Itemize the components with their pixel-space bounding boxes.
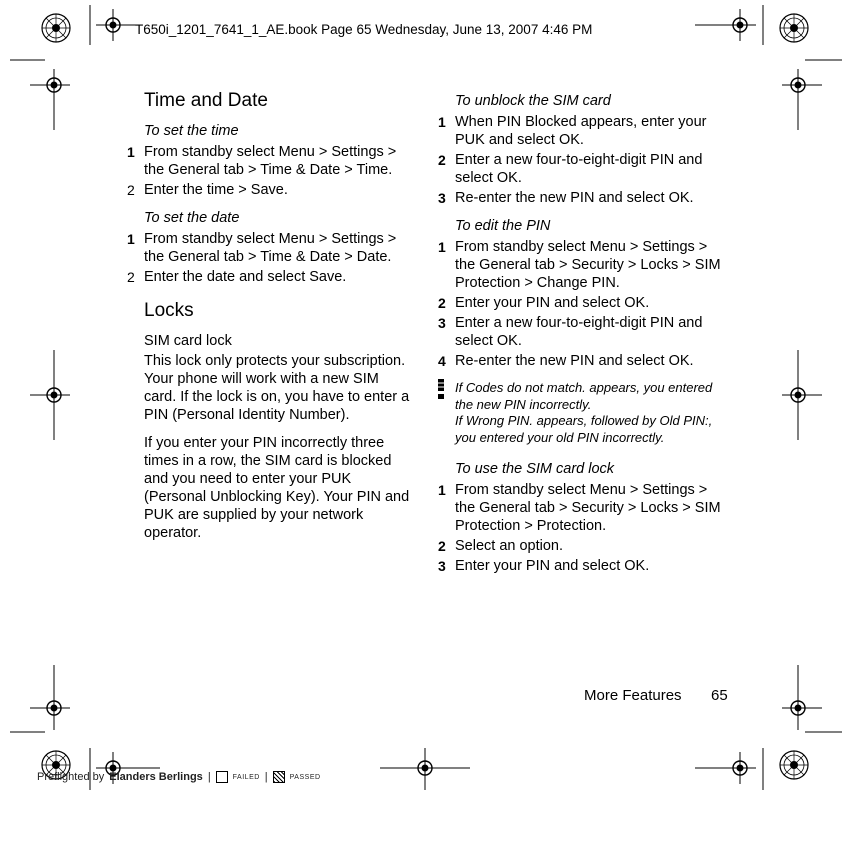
note-box <box>455 380 727 446</box>
set-date-steps <box>127 230 412 286</box>
stamp-prefix: Preflighted by <box>37 771 105 783</box>
footer-section-name: More Features <box>584 687 682 704</box>
sim-lock-paragraph-1: This lock only protects your subscription. Your phone will work with a new SIM card. If the lock is on, you have to enter a PIN (Personal Identity Number). <box>144 353 410 423</box>
page-number: 65 <box>711 687 728 704</box>
list-item: 3 Re-enter the new PIN and select OK. <box>438 190 694 206</box>
list-item: 1 From standby select Menu > Settings > the General tab > Time & Date > Date. <box>127 231 397 265</box>
list-item: 2 Enter the time > Save. <box>127 182 288 198</box>
list-item: 1 From standby select Menu > Settings > the General tab > Security > Locks > SIM Protection > Change PIN. <box>438 239 721 291</box>
section-title-locks: Locks <box>144 300 194 321</box>
color-bar-icon <box>780 14 808 42</box>
preflight-stamp: Preflighted by Elanders Berlings | FAILED | PASSED <box>37 771 321 783</box>
set-time-heading: To set the time <box>144 123 239 139</box>
set-time-steps <box>127 143 412 199</box>
note-icon <box>436 379 446 401</box>
list-item: 1 From standby select Menu > Settings > the General tab > Time & Date > Time. <box>127 144 397 178</box>
set-date-heading: To set the date <box>144 210 240 226</box>
list-item: 4 Re-enter the new PIN and select OK. <box>438 353 694 369</box>
note-text-1: If Codes do not match. appears, you entered the new PIN incorrectly. <box>455 380 713 412</box>
use-sim-lock-steps <box>438 481 727 575</box>
unblock-heading: To unblock the SIM card <box>455 93 611 109</box>
edit-pin-steps <box>438 238 727 370</box>
left-column <box>127 90 412 552</box>
list-item: 2 Select an option. <box>438 538 564 554</box>
list-item: 2 Enter the date and select Save. <box>127 269 347 285</box>
failed-checkbox-icon <box>216 771 228 783</box>
list-item: 1 From standby select Menu > Settings > the General tab > Security > Locks > SIM Protection > Protection. <box>438 482 721 534</box>
passed-checkbox-icon <box>273 771 285 783</box>
stamp-failed: FAILED <box>232 773 260 781</box>
list-item: 2 Enter your PIN and select OK. <box>438 295 650 311</box>
list-item: 3 Enter your PIN and select OK. <box>438 558 650 574</box>
sim-card-lock-title: SIM card lock <box>144 333 232 349</box>
stamp-brand: Elanders Berlings <box>109 771 203 783</box>
right-column <box>438 92 727 585</box>
use-sim-lock-heading: To use the SIM card lock <box>455 461 615 477</box>
print-header: T650i_1201_7641_1_AE.book Page 65 Wednesday, June 13, 2007 4:46 PM <box>135 22 593 37</box>
color-bar-icon <box>42 14 70 42</box>
color-bar-icon <box>780 751 808 779</box>
unblock-steps <box>438 113 727 207</box>
sim-lock-paragraph-2: If you enter your PIN incorrectly three times in a row, the SIM card is blocked and you need to enter your PUK (Personal Unblocking Key). Your PIN and PUK are supplied by your network operator. <box>144 435 410 541</box>
list-item: 1 When PIN Blocked appears, enter your PUK and select OK. <box>438 114 707 148</box>
list-item: 3 Enter a new four-to-eight-digit PIN and select OK. <box>438 315 703 349</box>
edit-pin-heading: To edit the PIN <box>455 218 551 234</box>
note-text-2: If Wrong PIN. appears, followed by Old PIN:, you entered your old PIN incorrectly. <box>455 413 713 445</box>
section-title-time-date: Time and Date <box>144 90 268 111</box>
stamp-passed: PASSED <box>289 773 321 781</box>
list-item: 2 Enter a new four-to-eight-digit PIN and select OK. <box>438 152 703 186</box>
